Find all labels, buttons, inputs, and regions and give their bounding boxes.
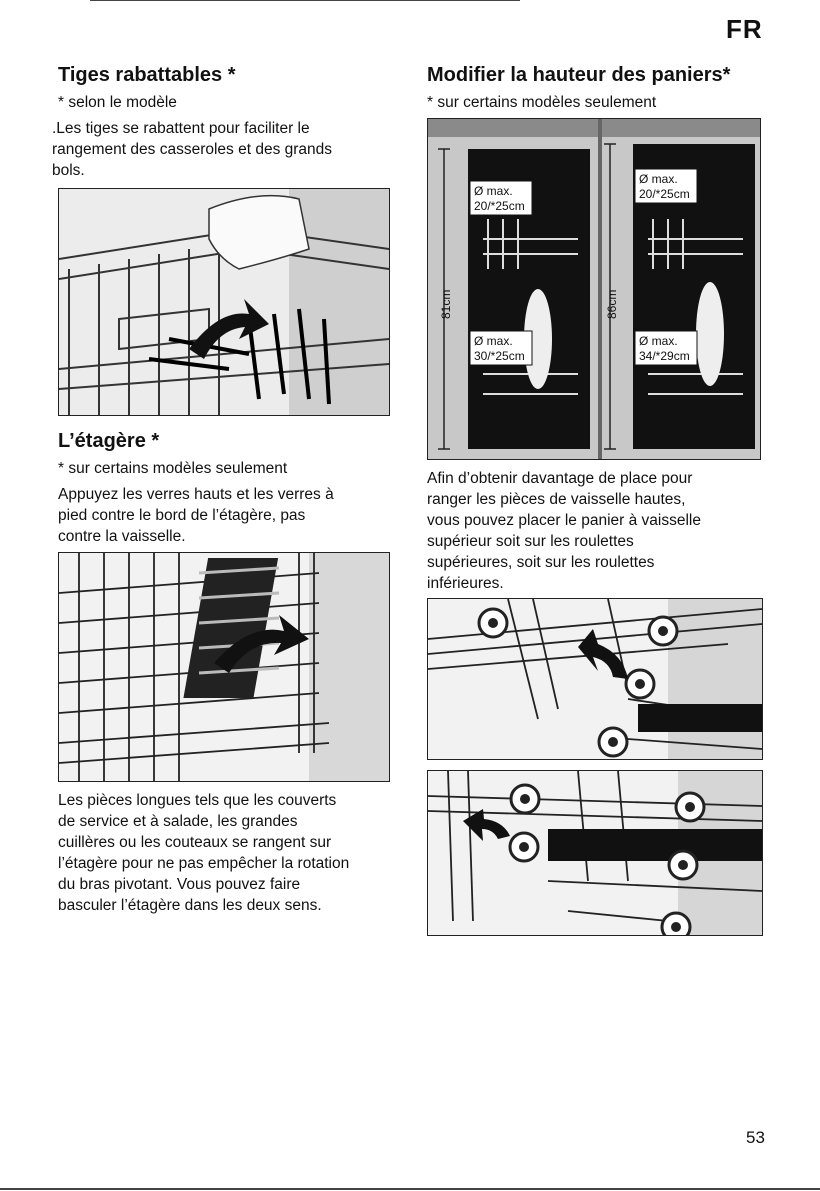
label-line: Ø max. <box>474 334 513 348</box>
folding-tines-illustration <box>58 188 390 416</box>
rack-tines-drawing <box>59 189 389 415</box>
upper-rollers-drawing <box>428 599 762 759</box>
text-line: rangement des casseroles et des grands <box>52 141 333 158</box>
shelf-text <box>58 484 334 547</box>
model-note: * selon le modèle <box>58 94 177 111</box>
section-title-basket-height: Modifier la hauteur des paniers* <box>427 64 731 86</box>
dishwasher-heights-drawing <box>428 119 760 459</box>
height-label: 81cm <box>439 289 453 319</box>
section-title-shelf: L’étagère * <box>58 430 160 452</box>
scan-edge-line <box>90 0 520 1</box>
model-note: * sur certains modèles seulement <box>58 460 288 477</box>
text-line: pied contre le bord de l’étagère, pas <box>58 507 306 524</box>
height-label: 86cm <box>605 289 619 319</box>
text-line: du bras pivotant. Vous pouvez faire <box>58 876 301 893</box>
scan-edge-line <box>0 1188 820 1190</box>
basket-height-text <box>427 468 701 594</box>
page-number: 53 <box>746 1128 765 1147</box>
long-items-text <box>58 790 349 916</box>
text-line: ranger les pièces de vaisselle hautes, <box>427 491 686 508</box>
folding-tines-text <box>52 118 332 181</box>
basket-height-illustration <box>427 118 761 460</box>
text-line: vous pouvez placer le panier à vaisselle <box>427 512 701 529</box>
label-line: 20/*25cm <box>474 199 525 213</box>
text-line: Appuyez les verres hauts et les verres à <box>58 486 334 503</box>
lower-rollers-drawing <box>428 771 762 935</box>
text-line: inférieures. <box>427 575 504 592</box>
text-line: Afin d’obtenir davantage de place pour <box>427 470 693 487</box>
text-line: Les pièces longues tels que les couverts <box>58 792 337 809</box>
text-line: supérieures, soit sur les roulettes <box>427 554 655 571</box>
text-line: supérieur soit sur les roulettes <box>427 533 634 550</box>
lower-rollers-illustration <box>427 770 763 936</box>
text-line: l’étagère pour ne pas empêcher la rotation <box>58 855 350 872</box>
text-line: contre la vaisselle. <box>58 528 186 545</box>
text-line: basculer l’étagère dans les deux sens. <box>58 897 322 914</box>
section-title-folding-tines: Tiges rabattables * <box>58 64 236 86</box>
shelf-drawing <box>59 553 389 781</box>
text-line: bols. <box>52 162 85 179</box>
language-code: FR <box>726 14 763 44</box>
text-line: .Les tiges se rabattent pour faciliter le <box>52 120 310 137</box>
label-line: Ø max. <box>639 172 678 186</box>
label-line: Ø max. <box>639 334 678 348</box>
text-line: cuillères ou les couteaux se rangent sur <box>58 834 332 851</box>
upper-rollers-illustration <box>427 598 763 760</box>
label-line: 34/*29cm <box>639 349 690 363</box>
label-line: 30/*25cm <box>474 349 525 363</box>
shelf-illustration <box>58 552 390 782</box>
model-note: * sur certains modèles seulement <box>427 94 657 111</box>
text-line: de service et à salade, les grandes <box>58 813 298 830</box>
label-line: 20/*25cm <box>639 187 690 201</box>
label-line: Ø max. <box>474 184 513 198</box>
